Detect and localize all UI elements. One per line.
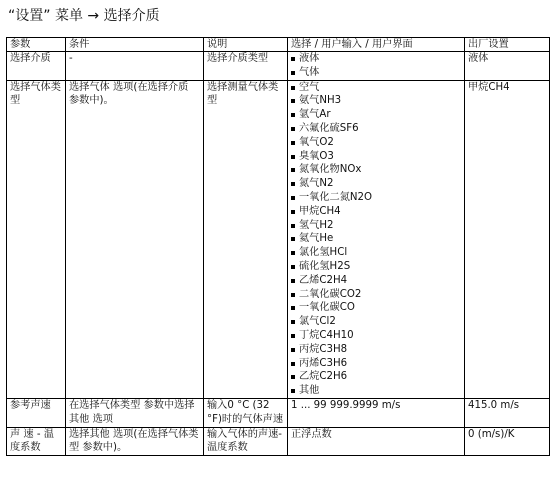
header-selection: 选择 / 用户输入 / 用户界面: [288, 38, 465, 52]
default-cell: 0 (m/s)/K: [465, 427, 550, 456]
condition-cell: 在选择气体类型 参数中选择其他 选项: [66, 398, 204, 427]
option-item: 臭氧O3: [291, 150, 461, 164]
value-cell: 1 ... 99 999.9999 m/s: [288, 398, 465, 427]
header-parameter: 参数: [7, 38, 66, 52]
option-item: 二氧化碳CO2: [291, 288, 461, 302]
option-item: 一氧化二氮N2O: [291, 191, 461, 205]
default-cell: 415.0 m/s: [465, 398, 550, 427]
default-cell: 甲烷CH4: [465, 80, 550, 398]
header-condition: 条件: [66, 38, 204, 52]
option-item: 氢气H2: [291, 219, 461, 233]
options-cell: [288, 80, 465, 398]
condition-cell: 选择其他 选项(在选择气体类型 参数中)。: [66, 427, 204, 456]
table-row: [7, 427, 550, 456]
condition-cell: -: [66, 52, 204, 81]
option-item: 氩气Ar: [291, 108, 461, 122]
param-cell: 选择介质: [7, 52, 66, 81]
option-item: 丁烷C4H10: [291, 329, 461, 343]
option-item: 氨气NH3: [291, 94, 461, 108]
description-cell: 输入气体的声速-温度系数: [204, 427, 288, 456]
option-item: 六氟化硫SF6: [291, 122, 461, 136]
description-cell: 选择测量气体类型: [204, 80, 288, 398]
option-item: 一氧化碳CO: [291, 301, 461, 315]
option-item: 气体: [291, 66, 461, 80]
option-item: 乙烯C2H4: [291, 274, 461, 288]
option-item: 其他: [291, 384, 461, 398]
option-item: 空气: [291, 81, 461, 95]
option-item: 氮氧化物NOx: [291, 163, 461, 177]
table-row: [7, 398, 550, 427]
option-item: 乙烷C2H6: [291, 370, 461, 384]
table-row: [7, 80, 550, 398]
value-cell: 正浮点数: [288, 427, 465, 456]
settings-table: [6, 37, 550, 456]
table-row: [7, 52, 550, 81]
options-cell: [288, 52, 465, 81]
option-item: 硫化氢H2S: [291, 260, 461, 274]
option-item: 丙烯C3H6: [291, 357, 461, 371]
default-cell: 液体: [465, 52, 550, 81]
option-item: 氧气O2: [291, 136, 461, 150]
description-cell: 输入0 °C (32 °F)时的气体声速: [204, 398, 288, 427]
page-title: “设置” 菜单 → 选择介质: [8, 8, 160, 24]
option-item: 氮气N2: [291, 177, 461, 191]
param-cell: 声 速 - 温度系数: [7, 427, 66, 456]
header-factory-setting: 出厂设置: [465, 38, 550, 52]
option-item: 氯化氢HCl: [291, 246, 461, 260]
option-item: 液体: [291, 52, 461, 66]
option-list: [291, 81, 461, 398]
condition-cell: 选择气体 选项(在选择介质 参数中)。: [66, 80, 204, 398]
option-item: 丙烷C3H8: [291, 343, 461, 357]
description-cell: 选择介质类型: [204, 52, 288, 81]
option-item: 甲烷CH4: [291, 205, 461, 219]
option-item: 氦气He: [291, 232, 461, 246]
option-list: [291, 52, 461, 80]
table-header-row: [7, 38, 550, 52]
header-description: 说明: [204, 38, 288, 52]
param-cell: 参考声速: [7, 398, 66, 427]
option-item: 氯气Cl2: [291, 315, 461, 329]
param-cell: 选择气体类型: [7, 80, 66, 398]
